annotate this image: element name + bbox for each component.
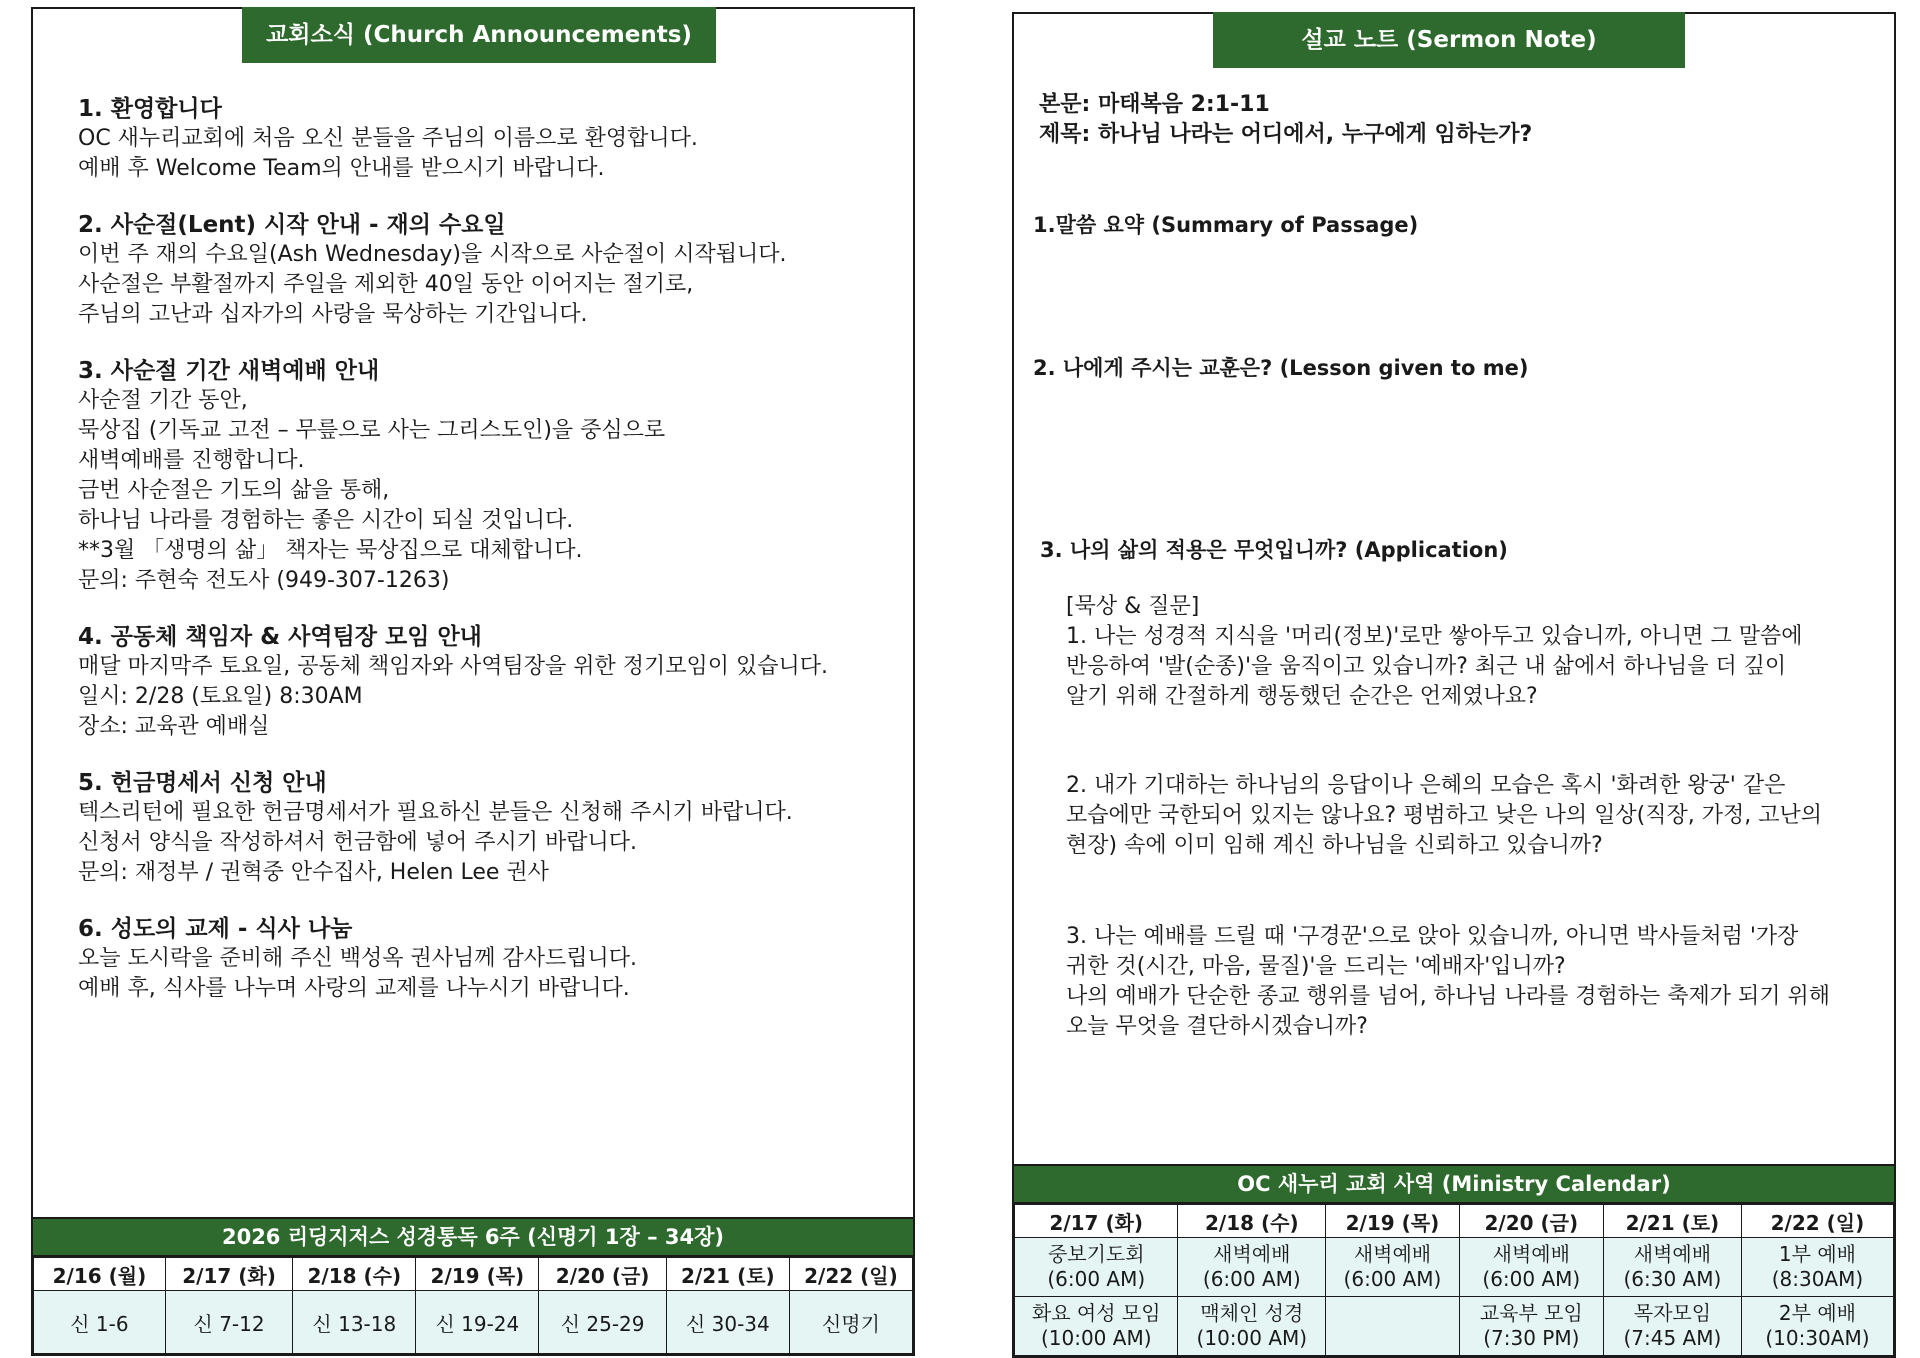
- announcement-line: 이번 주 재의 수요일(Ash Wednesday)을 시작으로 사순절이 시작됩니다.: [78, 242, 787, 267]
- event-name: 맥체인 성경: [1200, 1301, 1304, 1325]
- calendar-event-cell: [1459, 1297, 1603, 1356]
- calendar-event-cell: [1741, 1238, 1893, 1297]
- question-line: 오늘 무엇을 결단하시겠습니까?: [1066, 1014, 1368, 1039]
- reading-passage-cell: 신 19-24: [416, 1291, 539, 1354]
- announcement-title: 5. 헌금명세서 신청 안내: [78, 770, 327, 796]
- sermon-meta: [1039, 90, 1874, 150]
- lesson-heading: 2. 나에게 주시는 교훈은? (Lesson given to me): [1033, 356, 1529, 380]
- calendar-day-cell: 2/20 (금): [1459, 1205, 1603, 1238]
- calendar-day-cell: 2/21 (토): [1603, 1205, 1741, 1238]
- announcement-line: 신청서 양식을 작성하셔서 헌금함에 넣어 주시기 바랍니다.: [78, 830, 638, 855]
- announcement-line: 예배 후, 식사를 나누며 사랑의 교제를 나누시기 바랍니다.: [78, 976, 630, 1001]
- announcement-line: 예배 후 Welcome Team의 안내를 받으시기 바랍니다.: [78, 156, 605, 181]
- calendar-event-cell: [1603, 1297, 1741, 1356]
- event-time: (6:00 AM): [1343, 1267, 1442, 1291]
- event-name: 새벽예배: [1353, 1242, 1432, 1266]
- calendar-event-cell: [1326, 1297, 1460, 1356]
- event-time: (8:30AM): [1771, 1267, 1864, 1291]
- reading-passage-cell: 신 30-34: [666, 1291, 789, 1354]
- question-line: 모습에만 국한되어 있지는 않나요? 평범하고 낮은 나의 일상(직장, 가정, 고난의: [1066, 803, 1822, 828]
- calendar-day-cell: 2/18 (수): [1178, 1205, 1326, 1238]
- question-line: 반응하여 '발(순종)'을 움직이고 있습니까? 최근 내 삶에서 하나님을 더 깊이: [1066, 654, 1787, 679]
- event-name: 중보기도회: [1047, 1242, 1145, 1266]
- event-name: 새벽예배: [1213, 1242, 1291, 1266]
- announcement-line: 사순절은 부활절까지 주일을 제외한 40일 동안 이어지는 절기로,: [78, 272, 694, 297]
- announcement-line: 문의: 주현숙 전도사 (949-307-1263): [78, 568, 450, 593]
- question-line: 나의 예배가 단순한 종교 행위를 넘어, 하나님 나라를 경험하는 축제가 되기 위해: [1066, 984, 1830, 1009]
- reading-day-cell: 2/21 (토): [666, 1258, 789, 1291]
- calendar-day-cell: 2/19 (목): [1326, 1205, 1460, 1238]
- question-line: 3. 나는 예배를 드릴 때 '구경꾼'으로 앉아 있습니까, 아니면 박사들처럼 '가장: [1066, 924, 1799, 949]
- questions-label: [묵상 & 질문]: [1066, 594, 1200, 619]
- event-time: (7:30 PM): [1483, 1326, 1580, 1350]
- event-time: (6:00 AM): [1482, 1267, 1581, 1291]
- question-line: 귀한 것(시간, 마음, 물질)'을 드리는 '예배자'입니까?: [1066, 954, 1566, 979]
- event-name: 화요 여성 모임: [1031, 1301, 1161, 1325]
- summary-heading: 1.말씀 요약 (Summary of Passage): [1033, 213, 1419, 237]
- calendar-row-1: [1015, 1238, 1894, 1297]
- announcement-line: 금번 사순절은 기도의 삶을 통해,: [78, 478, 390, 503]
- calendar-table: [1014, 1204, 1894, 1356]
- announcement-line: 주님의 고난과 십자가의 사랑을 묵상하는 기간입니다.: [78, 302, 588, 327]
- event-time: (10:30AM): [1765, 1326, 1870, 1350]
- bible-reading-schedule: [33, 1217, 913, 1354]
- announcement-line: 묵상집 (기독교 고전 – 무릎으로 사는 그리스도인)을 중심으로: [78, 418, 666, 443]
- announcement-item: [78, 94, 893, 184]
- reading-day-cell: 2/17 (화): [165, 1258, 292, 1291]
- announcement-line: 문의: 재정부 / 권혁중 안수집사, Helen Lee 권사: [78, 860, 549, 885]
- announcement-line: 매달 마지막주 토요일, 공동체 책임자와 사역팀장을 위한 정기모임이 있습니다.: [78, 654, 828, 679]
- announcement-line: 사순절 기간 동안,: [78, 388, 248, 413]
- event-time: (7:45 AM): [1623, 1326, 1722, 1350]
- announcement-item: [78, 210, 893, 330]
- reading-passage-cell: 신명기: [789, 1291, 912, 1354]
- calendar-day-cell: 2/17 (화): [1015, 1205, 1178, 1238]
- announcement-line: OC 새누리교회에 처음 오신 분들을 주님의 이름으로 환영합니다.: [78, 126, 698, 151]
- question-block-1: [1066, 592, 1864, 712]
- event-name: 새벽예배: [1492, 1242, 1570, 1266]
- sermon-header: 설교 노트 (Sermon Note): [1213, 12, 1685, 68]
- reading-passage-cell: 신 25-29: [539, 1291, 666, 1354]
- announcement-title: 1. 환영합니다: [78, 96, 222, 122]
- calendar-event-cell: [1603, 1238, 1741, 1297]
- calendar-event-cell: [1015, 1297, 1178, 1356]
- calendar-event-cell: [1326, 1238, 1460, 1297]
- calendar-day-cell: 2/22 (일): [1741, 1205, 1893, 1238]
- calendar-event-cell: [1459, 1238, 1603, 1297]
- announcement-title: 4. 공동체 책임자 & 사역팀장 모임 안내: [78, 624, 482, 650]
- event-name: 2부 예배: [1778, 1301, 1856, 1325]
- announcement-title: 2. 사순절(Lent) 시작 안내 - 재의 수요일: [78, 212, 506, 238]
- calendar-event-cell: [1741, 1297, 1893, 1356]
- sermon-text-reference: 본문: 마태복음 2:1-11: [1039, 92, 1270, 117]
- event-time: (6:30 AM): [1623, 1267, 1722, 1291]
- announcement-line: 하나님 나라를 경험하는 좋은 시간이 되실 것입니다.: [78, 508, 574, 533]
- event-name: 1부 예배: [1778, 1242, 1856, 1266]
- reading-passage-cell: 신 7-12: [165, 1291, 292, 1354]
- event-time: (6:00 AM): [1047, 1267, 1146, 1291]
- reading-passages-row: [34, 1291, 913, 1354]
- question-3: [1066, 922, 1864, 1042]
- reading-day-cell: 2/20 (금): [539, 1258, 666, 1291]
- reading-passage-cell: 신 1-6: [34, 1291, 166, 1354]
- announcement-list: [78, 94, 893, 1030]
- announcement-title: 6. 성도의 교제 - 식사 나눔: [78, 916, 353, 942]
- announcement-item: [78, 622, 893, 742]
- announcements-panel: [31, 7, 915, 1356]
- announcement-item: [78, 356, 893, 596]
- question-line: 현장) 속에 이미 임해 계신 하나님을 신뢰하고 있습니까?: [1066, 833, 1603, 858]
- calendar-event-cell: [1178, 1238, 1326, 1297]
- reading-day-cell: 2/22 (일): [789, 1258, 912, 1291]
- application-heading: 3. 나의 삶의 적용은 무엇입니까? (Application): [1040, 538, 1508, 562]
- reading-days-row: [34, 1258, 913, 1291]
- question-line: 1. 나는 성경적 지식을 '머리(정보)'로만 쌓아두고 있습니까, 아니면 그 말씀에: [1066, 624, 1803, 649]
- event-name: 새벽예배: [1633, 1242, 1712, 1266]
- reading-day-cell: 2/16 (월): [34, 1258, 166, 1291]
- calendar-event-cell: [1015, 1238, 1178, 1297]
- announcement-line: 텍스리턴에 필요한 헌금명세서가 필요하신 분들은 신청해 주시기 바랍니다.: [78, 800, 793, 825]
- reading-day-cell: 2/18 (수): [293, 1258, 416, 1291]
- announcement-line: 일시: 2/28 (토요일) 8:30AM: [78, 684, 363, 709]
- announcement-item: [78, 914, 893, 1004]
- announcements-header: 교회소식 (Church Announcements): [242, 7, 716, 63]
- question-line: 2. 내가 기대하는 하나님의 응답이나 은혜의 모습은 혹시 '화려한 왕궁' 같은: [1066, 773, 1786, 798]
- reading-passage-cell: 신 13-18: [293, 1291, 416, 1354]
- question-line: 알기 위해 간절하게 행동했던 순간은 언제였나요?: [1066, 684, 1538, 709]
- event-name: 목자모임: [1633, 1301, 1712, 1325]
- announcement-title: 3. 사순절 기간 새벽예배 안내: [78, 358, 380, 384]
- calendar-event-cell: [1178, 1297, 1326, 1356]
- calendar-row-2: [1015, 1297, 1894, 1356]
- event-time: (10:00 AM): [1196, 1326, 1308, 1350]
- event-name: 교육부 모임: [1479, 1301, 1583, 1325]
- announcement-line: 장소: 교육관 예배실: [78, 714, 270, 739]
- calendar-days-row: [1015, 1205, 1894, 1238]
- event-time: (6:00 AM): [1202, 1267, 1301, 1291]
- announcement-line: 새벽예배를 진행합니다.: [78, 448, 305, 473]
- event-time: (10:00 AM): [1040, 1326, 1152, 1350]
- calendar-title: OC 새누리 교회 사역 (Ministry Calendar): [1014, 1164, 1894, 1204]
- sermon-note-panel: [1012, 12, 1896, 1358]
- reading-day-cell: 2/19 (목): [416, 1258, 539, 1291]
- question-1: [1066, 622, 1864, 712]
- ministry-calendar: [1014, 1164, 1894, 1356]
- reading-table: [33, 1257, 913, 1354]
- sermon-title: 제목: 하나님 나라는 어디에서, 누구에게 임하는가?: [1039, 122, 1533, 147]
- question-2: [1066, 771, 1864, 861]
- announcement-line: 오늘 도시락을 준비해 주신 백성옥 권사님께 감사드립니다.: [78, 946, 638, 971]
- announcement-line: **3월 「생명의 삶」 책자는 묵상집으로 대체합니다.: [78, 538, 583, 563]
- announcement-item: [78, 768, 893, 888]
- reading-title: 2026 리딩지저스 성경통독 6주 (신명기 1장 – 34장): [33, 1217, 913, 1257]
